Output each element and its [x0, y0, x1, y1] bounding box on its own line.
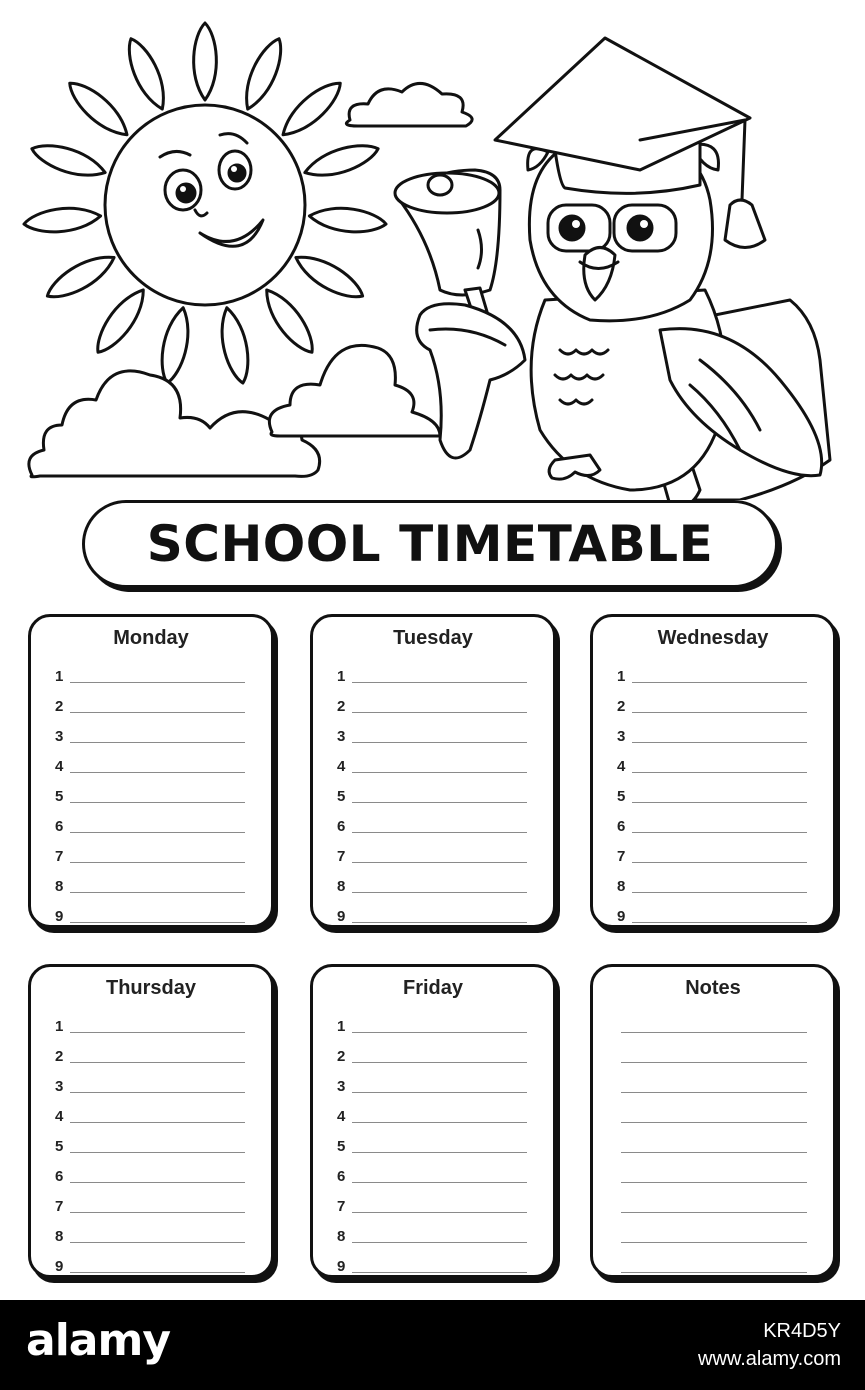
period-line[interactable] [55, 775, 245, 805]
write-line[interactable] [70, 681, 245, 683]
day-card-thursday [28, 964, 274, 1278]
period-number: 3 [55, 728, 64, 745]
write-line[interactable] [352, 711, 527, 713]
write-line[interactable] [632, 681, 807, 683]
period-number: 2 [55, 698, 64, 715]
period-line[interactable] [617, 865, 807, 895]
write-line[interactable] [632, 741, 807, 743]
period-line[interactable] [337, 1005, 527, 1035]
period-line[interactable] [337, 835, 527, 865]
day-card-tuesday [310, 614, 556, 928]
write-line[interactable] [70, 1271, 245, 1273]
period-line[interactable] [617, 895, 807, 925]
period-line[interactable] [337, 1215, 527, 1245]
write-line[interactable] [70, 1091, 245, 1093]
notes-title: Notes [685, 977, 741, 999]
write-line[interactable] [632, 921, 807, 923]
period-line[interactable] [55, 745, 245, 775]
write-line[interactable] [70, 801, 245, 803]
write-line[interactable] [70, 1151, 245, 1153]
period-number: 1 [55, 668, 64, 685]
period-number: 4 [337, 1108, 346, 1125]
period-line[interactable] [55, 655, 245, 685]
image-id: KR4D5Y [763, 1320, 841, 1342]
period-line[interactable] [337, 895, 527, 925]
period-line[interactable] [55, 685, 245, 715]
write-line[interactable] [352, 1031, 527, 1033]
period-line[interactable] [55, 1245, 245, 1275]
period-line[interactable] [337, 775, 527, 805]
write-line[interactable] [70, 1121, 245, 1123]
period-number: 2 [337, 1048, 346, 1065]
period-line[interactable] [337, 1125, 527, 1155]
period-line[interactable] [55, 1095, 245, 1125]
period-number: 9 [337, 908, 346, 925]
period-line[interactable] [337, 1035, 527, 1065]
notes-lines [617, 1005, 807, 1275]
day-card-wednesday [590, 614, 836, 928]
write-line[interactable] [621, 1181, 807, 1183]
write-line[interactable] [70, 1241, 245, 1243]
write-line[interactable] [70, 861, 245, 863]
notes-line[interactable] [617, 1095, 807, 1125]
timetable-title-banner [82, 500, 778, 588]
write-line[interactable] [352, 1211, 527, 1213]
brand-logo: alamy [26, 1315, 170, 1366]
period-line[interactable] [55, 715, 245, 745]
day-title: Tuesday [393, 627, 473, 649]
notes-line[interactable] [617, 1035, 807, 1065]
notes-line[interactable] [617, 1125, 807, 1155]
day-card-friday [310, 964, 556, 1278]
period-number: 3 [337, 1078, 346, 1095]
period-line[interactable] [337, 1185, 527, 1215]
period-list [55, 655, 245, 925]
write-line[interactable] [621, 1061, 807, 1063]
period-number: 7 [55, 1198, 64, 1215]
notes-line[interactable] [617, 1185, 807, 1215]
period-line[interactable] [55, 835, 245, 865]
write-line[interactable] [621, 1151, 807, 1153]
period-line[interactable] [55, 1185, 245, 1215]
period-number: 5 [55, 1138, 64, 1155]
period-list [617, 655, 807, 925]
write-line[interactable] [352, 771, 527, 773]
period-number: 1 [617, 668, 626, 685]
write-line[interactable] [632, 891, 807, 893]
period-number: 2 [55, 1048, 64, 1065]
period-number: 4 [55, 758, 64, 775]
period-line[interactable] [55, 1035, 245, 1065]
period-line[interactable] [617, 685, 807, 715]
write-line[interactable] [632, 771, 807, 773]
period-number: 1 [55, 1018, 64, 1035]
page-title: SCHOOL TIMETABLE [146, 515, 714, 573]
period-number: 8 [617, 878, 626, 895]
site-url: www.alamy.com [698, 1348, 841, 1370]
period-number: 6 [337, 1168, 346, 1185]
period-number: 9 [55, 908, 64, 925]
write-line[interactable] [352, 1121, 527, 1123]
write-line[interactable] [70, 741, 245, 743]
period-line[interactable] [337, 685, 527, 715]
period-number: 4 [617, 758, 626, 775]
period-number: 7 [337, 848, 346, 865]
period-line[interactable] [337, 865, 527, 895]
write-line[interactable] [621, 1241, 807, 1243]
period-number: 6 [55, 1168, 64, 1185]
write-line[interactable] [632, 801, 807, 803]
period-line[interactable] [617, 745, 807, 775]
write-line[interactable] [352, 741, 527, 743]
period-number: 2 [617, 698, 626, 715]
write-line[interactable] [70, 711, 245, 713]
period-line[interactable] [337, 1065, 527, 1095]
period-number: 3 [617, 728, 626, 745]
period-number: 9 [55, 1258, 64, 1275]
write-line[interactable] [70, 1181, 245, 1183]
write-line[interactable] [352, 1091, 527, 1093]
write-line[interactable] [352, 891, 527, 893]
notes-line[interactable] [617, 1155, 807, 1185]
write-line[interactable] [352, 801, 527, 803]
notes-line[interactable] [617, 1245, 807, 1275]
write-line[interactable] [621, 1031, 807, 1033]
period-line[interactable] [337, 1095, 527, 1125]
period-line[interactable] [55, 865, 245, 895]
write-line[interactable] [352, 1271, 527, 1273]
period-line[interactable] [55, 1155, 245, 1185]
period-line[interactable] [617, 835, 807, 865]
write-line[interactable] [70, 891, 245, 893]
period-number: 1 [337, 1018, 346, 1035]
write-line[interactable] [621, 1091, 807, 1093]
period-number: 2 [337, 698, 346, 715]
period-list [337, 655, 527, 925]
write-line[interactable] [352, 831, 527, 833]
write-line[interactable] [632, 831, 807, 833]
period-line[interactable] [337, 655, 527, 685]
write-line[interactable] [621, 1211, 807, 1213]
period-line[interactable] [337, 745, 527, 775]
write-line[interactable] [621, 1121, 807, 1123]
period-line[interactable] [55, 1125, 245, 1155]
period-number: 6 [337, 818, 346, 835]
write-line[interactable] [70, 771, 245, 773]
notes-line[interactable] [617, 1215, 807, 1245]
period-line[interactable] [55, 805, 245, 835]
day-title: Wednesday [657, 627, 769, 649]
period-line[interactable] [55, 1005, 245, 1035]
write-line[interactable] [632, 861, 807, 863]
write-line[interactable] [70, 1061, 245, 1063]
period-number: 5 [337, 1138, 346, 1155]
period-list [55, 1005, 245, 1275]
write-line[interactable] [632, 711, 807, 713]
write-line[interactable] [352, 1151, 527, 1153]
period-number: 9 [617, 908, 626, 925]
write-line[interactable] [70, 1211, 245, 1213]
write-line[interactable] [352, 1061, 527, 1063]
period-number: 7 [337, 1198, 346, 1215]
write-line[interactable] [352, 921, 527, 923]
period-line[interactable] [617, 805, 807, 835]
write-line[interactable] [352, 1181, 527, 1183]
sun-illustration [23, 23, 387, 385]
notes-card [590, 964, 836, 1278]
period-number: 8 [55, 1228, 64, 1245]
notes-line[interactable] [617, 1005, 807, 1035]
day-title: Friday [402, 977, 464, 999]
header-illustration [0, 0, 865, 500]
period-line[interactable] [617, 715, 807, 745]
period-number: 6 [55, 818, 64, 835]
period-number: 3 [337, 728, 346, 745]
period-line[interactable] [55, 1065, 245, 1095]
write-line[interactable] [70, 921, 245, 923]
period-line[interactable] [337, 1155, 527, 1185]
period-number: 7 [55, 848, 64, 865]
write-line[interactable] [352, 681, 527, 683]
period-number: 1 [337, 668, 346, 685]
period-number: 7 [617, 848, 626, 865]
period-list [337, 1005, 527, 1275]
period-number: 5 [337, 788, 346, 805]
day-card-monday [28, 614, 274, 928]
write-line[interactable] [352, 1241, 527, 1243]
period-number: 6 [617, 818, 626, 835]
period-line[interactable] [55, 895, 245, 925]
period-line[interactable] [337, 805, 527, 835]
period-line[interactable] [617, 775, 807, 805]
period-number: 8 [337, 878, 346, 895]
period-number: 8 [55, 878, 64, 895]
write-line[interactable] [621, 1271, 807, 1273]
period-number: 3 [55, 1078, 64, 1095]
period-line[interactable] [55, 1215, 245, 1245]
period-number: 8 [337, 1228, 346, 1245]
period-number: 4 [55, 1108, 64, 1125]
period-number: 4 [337, 758, 346, 775]
day-title: Monday [113, 627, 189, 649]
period-number: 5 [617, 788, 626, 805]
period-line[interactable] [337, 715, 527, 745]
period-line[interactable] [617, 655, 807, 685]
period-line[interactable] [337, 1245, 527, 1275]
day-title: Thursday [105, 977, 197, 999]
period-number: 9 [337, 1258, 346, 1275]
period-number: 5 [55, 788, 64, 805]
notes-line[interactable] [617, 1065, 807, 1095]
write-line[interactable] [70, 1031, 245, 1033]
write-line[interactable] [352, 861, 527, 863]
write-line[interactable] [70, 831, 245, 833]
